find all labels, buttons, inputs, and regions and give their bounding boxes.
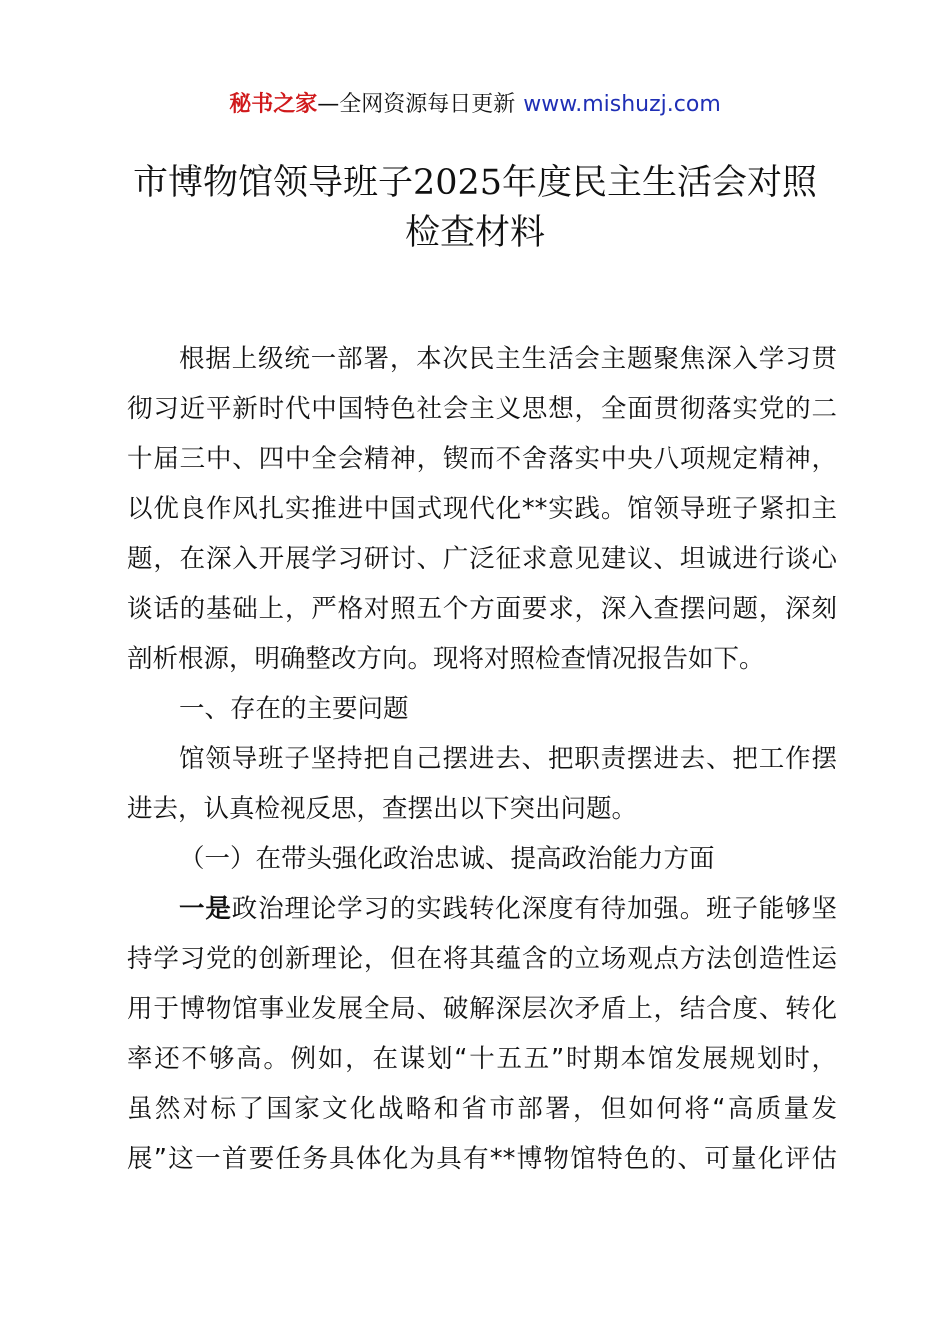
site-brand: 秘书之家 [229,92,318,117]
title-line: 市博物馆领导班子2025年度民主生活会对照 [132,163,818,203]
paragraph-line: 馆领导班子坚持把自己摆进去、把职责摆进去、把工作摆 [179,744,837,774]
section-heading: 一、存在的主要问题 [179,694,409,724]
paragraph-line: 进去，认真检视反思，查摆出以下突出问题。 [127,794,638,824]
paragraph-line: 谈话的基础上，严格对照五个方面要求，深入查摆问题，深刻 [127,594,837,624]
paragraph-line [127,884,837,934]
point-text: 政治理论学习的实践转化深度有待加强。班子能够坚 [231,894,837,924]
paragraph-line: 以优良作风扎实推进中国式现代化**实践。馆领导班子紧扣主 [127,494,837,524]
site-url-link[interactable]: www.mishuzj.com [523,92,721,117]
paragraph-line: 展”这一首要任务具体化为具有**博物馆特色的、可量化评估 [127,1144,837,1174]
document-body [127,334,837,1184]
document-title [100,158,850,258]
site-slogan: —全网资源每日更新 [317,92,516,117]
paragraph-line: 虽然对标了国家文化战略和省市部署，但如何将“高质量发 [127,1094,837,1124]
paragraph-line: 持学习党的创新理论，但在将其蕴含的立场观点方法创造性运 [127,944,837,974]
title-line: 检查材料 [404,213,545,253]
site-header [0,90,950,120]
paragraph-line: 彻习近平新时代中国特色社会主义思想，全面贯彻落实党的二 [127,394,837,424]
subsection-heading: （一）在带头强化政治忠诚、提高政治能力方面 [179,844,715,874]
paragraph-line: 十届三中、四中全会精神，锲而不舍落实中央八项规定精神， [127,444,837,474]
paragraph-line: 用于博物馆事业发展全局、破解深层次矛盾上，结合度、转化 [127,994,837,1024]
paragraph-line: 率还不够高。例如，在谋划“十五五”时期本馆发展规划时， [127,1044,837,1074]
paragraph-line: 题，在深入开展学习研讨、广泛征求意见建议、坦诚进行谈心 [127,544,837,574]
point-lead: 一是 [179,894,232,924]
paragraph-line: 根据上级统一部署，本次民主生活会主题聚焦深入学习贯 [179,344,837,374]
paragraph-line: 剖析根源，明确整改方向。现将对照检查情况报告如下。 [127,644,765,674]
